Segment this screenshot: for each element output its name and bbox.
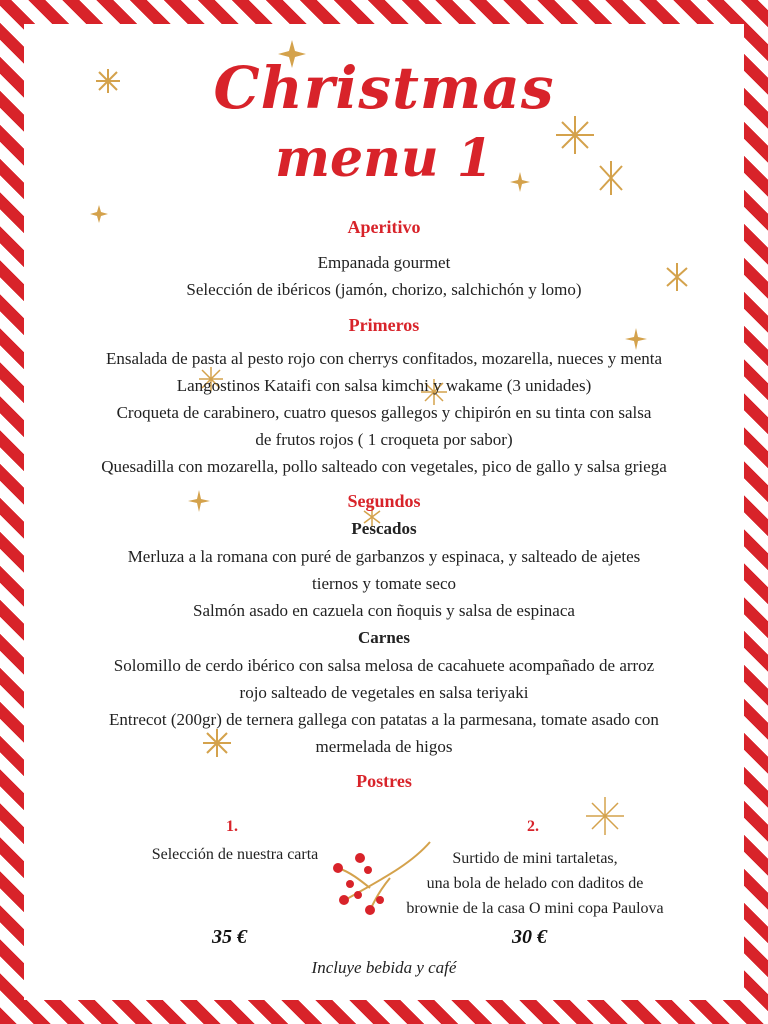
footer-note: Incluye bebida y café <box>311 958 457 977</box>
menu-item: Selección de ibéricos (jamón, chorizo, salchichón y lomo) <box>186 280 582 299</box>
section-heading-primeros: Primeros <box>348 315 420 335</box>
postre-option-number: 1. <box>226 818 238 835</box>
menu-item: Langostinos Kataifi con salsa kimchi y wakame (3 unidades) <box>176 376 592 395</box>
subheading-pescados: Pescados <box>351 519 417 538</box>
menu-item: Salmón asado en cazuela con ñoquis y salsa de espinaca <box>193 601 575 620</box>
section-heading-postres: Postres <box>356 771 412 791</box>
postre-option-line: brownie de la casa O mini copa Paulova <box>406 900 664 917</box>
menu-subtitle: menu 1 <box>274 128 493 189</box>
menu-item: Entrecot (200gr) de ternera gallega con patatas a la parmesana, tomate asado con <box>109 710 659 729</box>
menu-item: Croqueta de carabinero, cuatro quesos gallegos y chipirón en su tinta con salsa <box>116 403 652 422</box>
postre-option-text <box>380 846 690 921</box>
menu-item: Empanada gourmet <box>317 253 451 272</box>
menu-title: Christmas <box>213 54 555 122</box>
section-heading-aperitivo: Aperitivo <box>347 217 421 237</box>
menu-content <box>0 214 768 795</box>
sparkle-icon <box>585 796 625 836</box>
postre-option-number: 2. <box>527 818 539 835</box>
menu-item: de frutos rojos ( 1 croqueta por sabor) <box>255 430 513 449</box>
menu-item: Quesadilla con mozarella, pollo salteado con vegetales, pico de gallo y salsa griega <box>101 457 667 476</box>
postre-option-line: una bola de helado con daditos de <box>426 875 644 892</box>
menu-item: mermelada de higos <box>315 737 453 756</box>
subheading-carnes: Carnes <box>358 628 410 647</box>
postre-option-text: Selección de nuestra carta <box>151 846 319 863</box>
price-option-2: 30 € <box>512 926 547 948</box>
menu-item: rojo salteado de vegetales en salsa teriyaki <box>239 683 529 702</box>
menu-item: tiernos y tomate seco <box>312 574 456 593</box>
price-option-1: 35 € <box>212 926 247 948</box>
section-heading-segundos: Segundos <box>347 491 421 511</box>
menu-item: Ensalada de pasta al pesto rojo con cherrys confitados, mozarella, nueces y menta <box>105 349 663 368</box>
postre-option-line: Surtido de mini tartaletas, <box>452 850 618 867</box>
menu-item: Solomillo de cerdo ibérico con salsa melosa de cacahuete acompañado de arroz <box>113 656 655 675</box>
menu-item: Merluza a la romana con puré de garbanzos y espinaca, y salteado de ajetes <box>127 547 641 566</box>
